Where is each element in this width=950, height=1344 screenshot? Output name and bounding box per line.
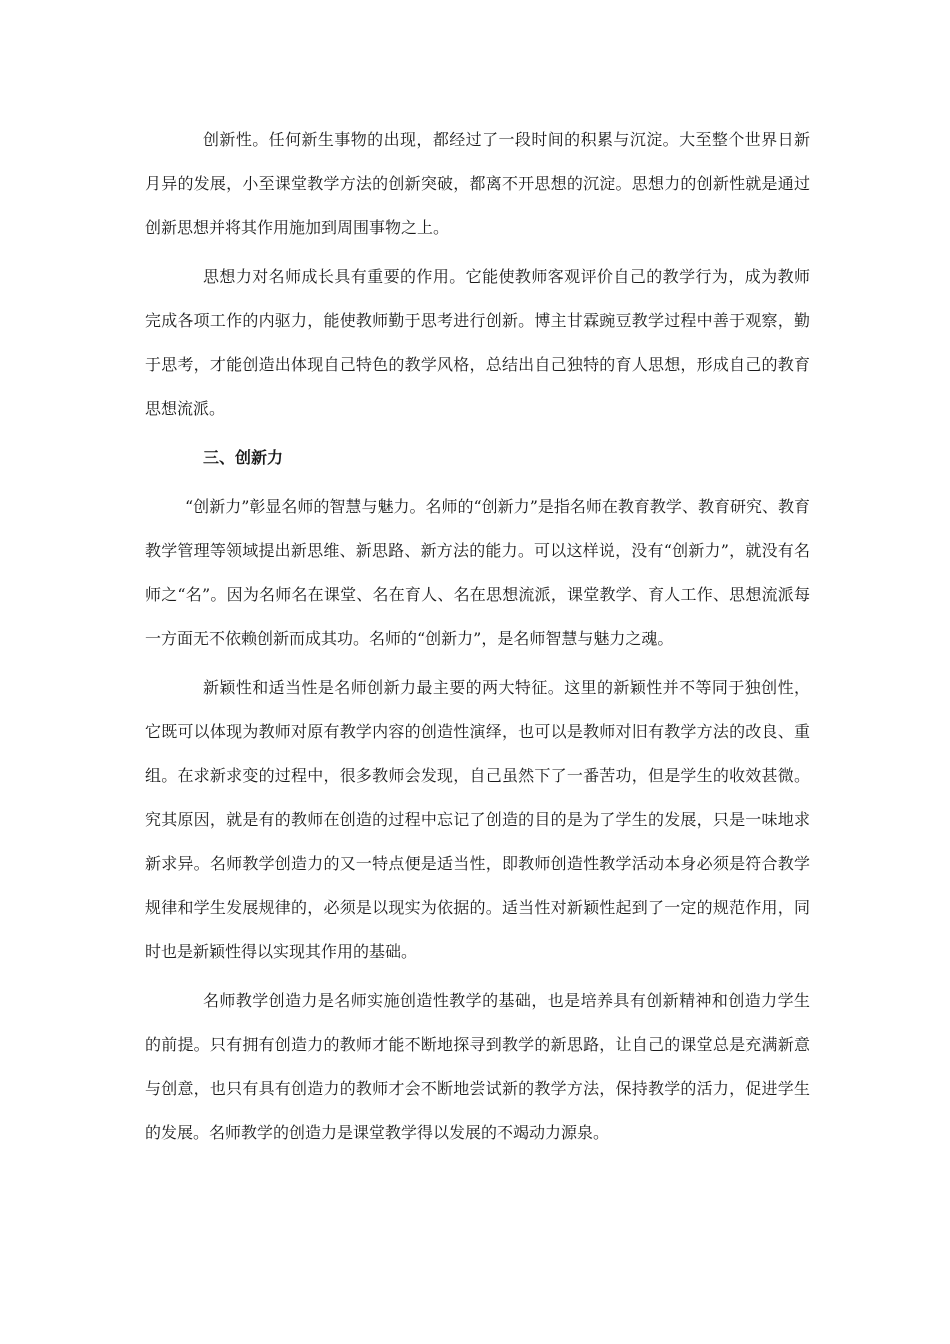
paragraph-thinking-power-role: 思想力对名师成长具有重要的作用。它能使教师客观评价自己的教学行为，成为教师完成各项工作的内驱力，能使教师勤于思考进行创新。博主甘霖豌豆教学过程中善于观察，勤于思考，才能创造出体现自己特色的教学风格，总结出自己独特的育人思想，形成自己的教育思想流派。 (145, 267, 810, 418)
paragraph-innovation-trait: 创新性。任何新生事物的出现，都经过了一段时间的积累与沉淀。大至整个世界日新月异的发展，小至课堂教学方法的创新突破，都离不开思想的沉淀。思想力的创新性就是通过创新思想并将其作用施加到周围事物之上。 (145, 130, 810, 237)
paragraph-novelty-appropriateness: 新颖性和适当性是名师创新力最主要的两大特征。这里的新颖性并不等同于独创性，它既可以体现为教师对原有教学内容的创造性演绎，也可以是教师对旧有教学方法的改良、重组。在求新求变的过程中，很多教师会发现，自己虽然下了一番苦功，但是学生的收效甚微。究其原因，就是有的教师在创造的过程中忘记了创造的目的是为了学生的发展，只是一味地求新求异。名师教学创造力的又一特点便是适当性，即教师创造性教学活动本身必须是符合教学规律和学生发展规律的，必须是以现实为依据的。适当性对新颖性起到了一定的规范作用，同时也是新颖性得以实现其作用的基础。 (145, 678, 810, 961)
paragraph-teaching-creativity: 名师教学创造力是名师实施创造性教学的基础，也是培养具有创新精神和创造力学生的前提。只有拥有创造力的教师才能不断地探寻到教学的新思路，让自己的课堂总是充满新意与创意，也只有具有创造力的教师才会不断地尝试新的教学方法，保持教学的活力，促进学生的发展。名师教学的创造力是课堂教学得以发展的不竭动力源泉。 (145, 991, 810, 1142)
document-body (145, 118, 810, 1155)
paragraph-innovation-power-definition: “创新力”彰显名师的智慧与魅力。名师的“创新力”是指名师在教育教学、教育研究、教育教学管理等领域提出新思维、新思路、新方法的能力。可以这样说，没有“创新力”，就没有名师之“名”。因为名师名在课堂、名在育人、名在思想流派，课堂教学、育人工作、思想流派每一方面无不依赖创新而成其功。名师的“创新力”，是名师智慧与魅力之魂。 (145, 497, 810, 648)
section-heading-innovation-power: 三、创新力 (203, 448, 284, 467)
